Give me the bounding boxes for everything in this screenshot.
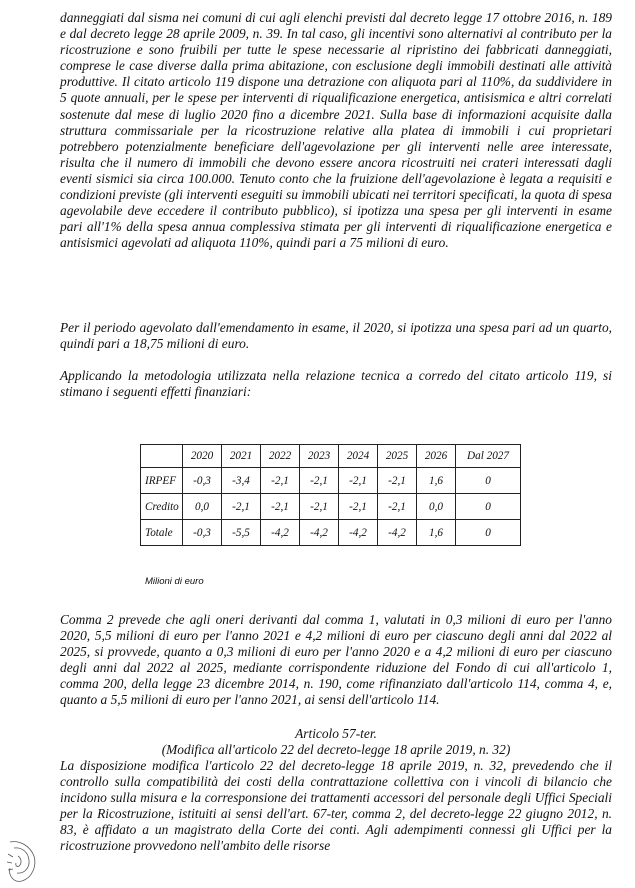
row-label: IRPEF [141, 468, 183, 494]
financial-effects-table [140, 444, 521, 546]
table-cell: 0,0 [183, 494, 222, 520]
table-header-cell: Dal 2027 [456, 445, 521, 468]
table-cell: 0 [456, 468, 521, 494]
table-cell: -2,1 [378, 494, 417, 520]
row-label: Totale [141, 520, 183, 546]
table-cell: -2,1 [300, 494, 339, 520]
row-label: Credito [141, 494, 183, 520]
table-header-cell [141, 445, 183, 468]
article-subheading: (Modifica all'articolo 22 del decreto-legge 18 aprile 2019, n. 32) [161, 742, 511, 757]
table-cell: 0 [456, 520, 521, 546]
paragraph-period: Per il periodo agevolato dall'emendamento in esame, il 2020, si ipotizza una spesa pari ad un quarto, quindi pari a 18,75 milioni di euro. [60, 320, 612, 352]
table-cell: -4,2 [261, 520, 300, 546]
table-row [141, 468, 521, 494]
table-row [141, 494, 521, 520]
table-cell: 0 [456, 494, 521, 520]
table-cell: -2,1 [339, 468, 378, 494]
table-cell: -4,2 [300, 520, 339, 546]
paragraph-comma-2: Comma 2 prevede che agli oneri derivanti dal comma 1, valutati in 0,3 milioni di euro per l'anno 2020, 5,5 milioni di euro per l'anno 2021 e 4,2 milioni di euro per ciascuno degli anni dal 2022 al 2025, si provvede, quanto a 0,3 milioni di euro per l'anno 2020 e a 4,2 milioni di euro per ciascuno degli anni dal 2022 al 2025, mediante corrispondente riduzione del Fondo di cui all'articolo 1, comma 200, della legge 23 dicembre 2014, n. 190, come rifinanziato dall'articolo 114, comma 4, e, quanto a 5,5 milioni di euro per l'anno 2021, ai sensi dell'articolo 114. [60, 612, 612, 708]
paragraph-article-57-ter: La disposizione modifica l'articolo 22 del decreto-legge 18 aprile 2019, n. 32, prevedendo che il controllo sulla compatibilità dei costi della contrattazione collettiva con i vincoli di bilancio che incidono sulla misura e la corresponsione dei trattamenti accessori del personale degli Uffici Speciali per la Ricostruzione, istituiti ai sensi dell'art. 67-ter, comma 2, del decreto-legge 22 giugno 2012, n. 83, è affidato a un magistrato della Corte dei conti. Agli adempimenti connessi gli Uffici per la ricostruzione provvedono nell'ambito delle risorse [60, 758, 612, 854]
table-header-cell: 2024 [339, 445, 378, 468]
table-cell: -5,5 [222, 520, 261, 546]
paragraph-methodology: Applicando la metodologia utilizzata nella relazione tecnica a corredo del citato articolo 119, si stimano i seguenti effetti finanziari: [60, 368, 612, 400]
table-header-cell: 2022 [261, 445, 300, 468]
table-cell: -2,1 [339, 494, 378, 520]
table-cell: 0,0 [417, 494, 456, 520]
table-cell: -2,1 [378, 468, 417, 494]
table-header-row [141, 445, 521, 468]
table-cell: -2,1 [261, 494, 300, 520]
table-cell: -0,3 [183, 520, 222, 546]
table-cell: 1,6 [417, 520, 456, 546]
table-cell: -2,1 [261, 468, 300, 494]
table-units-caption: Milioni di euro [145, 576, 204, 587]
paragraph-intro: danneggiati dal sisma nei comuni di cui agli elenchi previsti dal decreto legge 17 ottobre 2016, n. 189 e dal decreto legge 28 aprile 2009, n. 39. In tal caso, gli incentivi sono alternativi al contributo per la ricostruzione e sono fruibili per tutte le spese necessarie al ripristino dei fabbricati danneggiati, comprese le case diverse dalla prima abitazione, con esclusione degli immobili destinati alle attività produttive. Il citato articolo 119 dispone una detrazione con aliquota pari al 110%, da suddividere in 5 quote annuali, per le spese per interventi di riqualificazione energetica, antisismica e altri correlati sostenute dal mese di luglio 2020 fino a dicembre 2021. Sulla base di informazioni acquisite dalla struttura commissariale per la ricostruzione relative alla platea di immobili i cui proprietari potrebbero potenzialmente beneficiare dell'agevolazione per gli interventi nelle aree interessate, risulta che il numero di immobili che devono essere ancora ricostruiti nei crateri interessati dagli eventi sismici sia circa 100.000. Tenuto conto che la fruizione dell'agevolazione è legata a requisiti e condizioni previste (gli interventi eseguiti su immobili ubicati nei territori specificati, la quota di spesa agevolabile deve eccedere il contributo pubblico), si ipotizza una spesa per gli interventi in esame pari all'1% della spesa annua complessiva stimata per gli interventi di riqualificazione energetica e antisismici agevolati ad aliquota 110%, quindi pari a 75 milioni di euro. [60, 10, 612, 251]
table-header-cell: 2023 [300, 445, 339, 468]
article-heading: Articolo 57-ter. [295, 726, 377, 741]
table-cell: -4,2 [378, 520, 417, 546]
table-header-cell: 2026 [417, 445, 456, 468]
table-cell: -3,4 [222, 468, 261, 494]
table-cell: 1,6 [417, 468, 456, 494]
table-header-cell: 2020 [183, 445, 222, 468]
table-cell: -2,1 [222, 494, 261, 520]
table-cell: -2,1 [300, 468, 339, 494]
seal-stamp-icon [4, 838, 40, 884]
table-row [141, 520, 521, 546]
table-header-cell: 2021 [222, 445, 261, 468]
table-cell: -0,3 [183, 468, 222, 494]
table-cell: -4,2 [339, 520, 378, 546]
table-header-cell: 2025 [378, 445, 417, 468]
